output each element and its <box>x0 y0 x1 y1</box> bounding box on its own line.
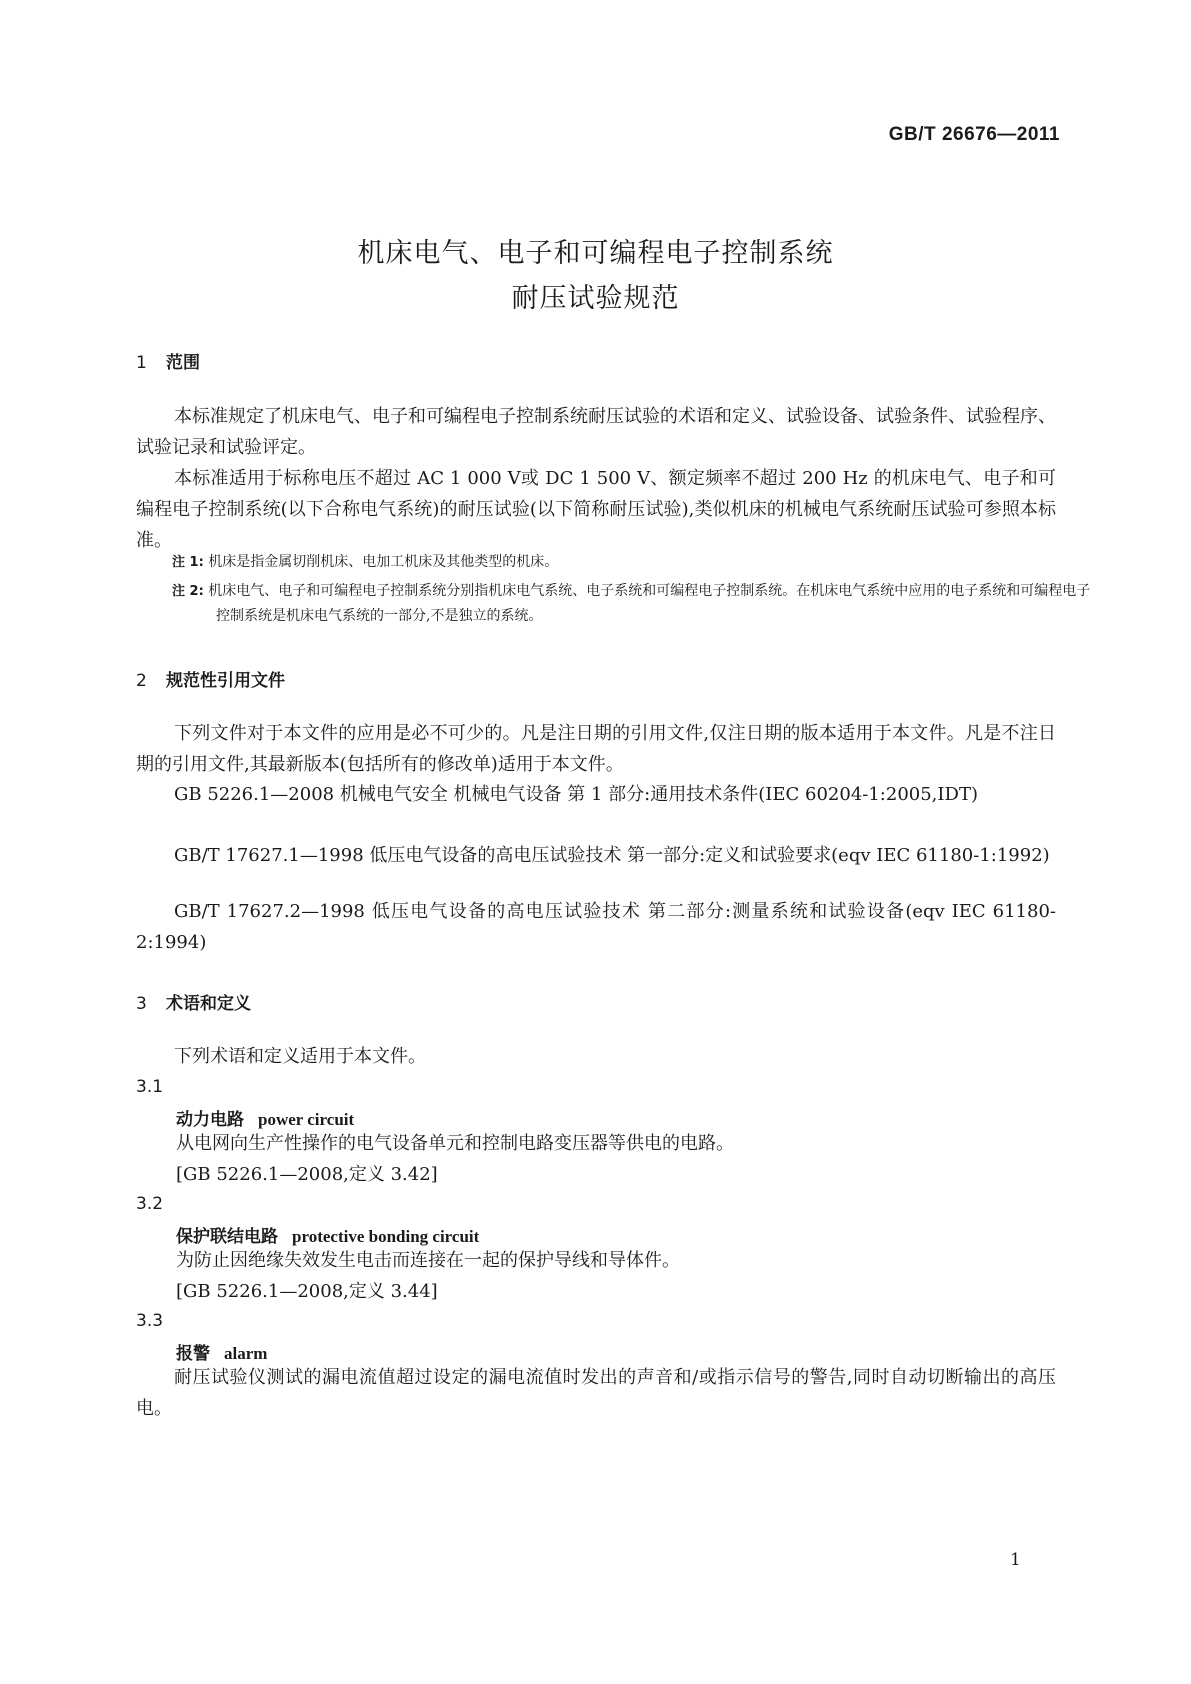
reference-2: GB/T 17627.1—1998 低压电气设备的高电压试验技术 第一部分:定义和试验要求(eqv IEC 61180-1:1992) <box>174 845 1050 866</box>
term-definition: 从电网向生产性操作的电气设备单元和控制电路变压器等供电的电路。 <box>176 1133 734 1154</box>
term-chinese: 报警 <box>176 1344 210 1364</box>
term-chinese: 保护联结电路 <box>176 1227 278 1247</box>
note-2 <box>172 579 1100 629</box>
section-2-paragraph-1: 下列文件对于本文件的应用是必不可少的。凡是注日期的引用文件,仅注日期的版本适用于本文件。凡是不注日期的引用文件,其最新版本(包括所有的修改单)适用于本文件。 <box>136 723 1056 775</box>
term-title <box>176 1222 479 1247</box>
term-english: power circuit <box>258 1110 355 1129</box>
section-3-heading <box>136 989 251 1014</box>
note-1 <box>172 550 1100 575</box>
term-source: [GB 5226.1—2008,定义 3.42] <box>176 1164 438 1185</box>
section-title: 术语和定义 <box>166 994 251 1014</box>
document-title-line-2: 耐压试验规范 <box>511 283 680 314</box>
reference-1: GB 5226.1—2008 机械电气安全 机械电气设备 第 1 部分:通用技术条件(IEC 60204-1:2005,IDT) <box>174 784 978 805</box>
document-title-line-1: 机床电气、电子和可编程电子控制系统 <box>357 238 834 269</box>
section-3-paragraph-1: 下列术语和定义适用于本文件。 <box>174 1046 426 1067</box>
section-number: 1 <box>136 353 147 373</box>
page-number: 1 <box>1010 1550 1021 1570</box>
term-title <box>176 1339 267 1364</box>
section-1-paragraph-2: 本标准适用于标称电压不超过 AC 1 000 V或 DC 1 500 V、额定频率不超过 200 Hz 的机床电气、电子和可编程电子控制系统(以下合称电气系统)的耐压试验(以下简称耐压试验),类似机床的机械电气系统耐压试验可参照本标准。 <box>136 468 1056 551</box>
clause-number: 3.1 <box>136 1077 164 1097</box>
section-1-heading <box>136 348 200 373</box>
term-definition: 耐压试验仪测试的漏电流值超过设定的漏电流值时发出的声音和/或指示信号的警告,同时自动切断输出的高压电。 <box>136 1367 1056 1419</box>
section-1-paragraph-1: 本标准规定了机床电气、电子和可编程电子控制系统耐压试验的术语和定义、试验设备、试验条件、试验程序、试验记录和试验评定。 <box>136 406 1056 458</box>
term-english: alarm <box>224 1344 268 1363</box>
note-text: 机床电气、电子和可编程电子控制系统分别指机床电气系统、电子系统和可编程电子控制系统。在机床电气系统中应用的电子系统和可编程电子控制系统是机床电气系统的一部分,不是独立的系统。 <box>208 583 1091 624</box>
term-source: [GB 5226.1—2008,定义 3.44] <box>176 1281 438 1302</box>
section-number: 3 <box>136 994 147 1014</box>
section-title: 规范性引用文件 <box>166 671 285 691</box>
reference-3: GB/T 17627.2—1998 低压电气设备的高电压试验技术 第二部分:测量系统和试验设备(eqv IEC 61180-2:1994) <box>136 901 1056 953</box>
section-title: 范围 <box>166 353 200 373</box>
note-label: 注 2: <box>172 584 204 599</box>
term-english: protective bonding circuit <box>292 1227 480 1246</box>
standard-number: GB/T 26676—2011 <box>888 124 1060 145</box>
section-number: 2 <box>136 671 147 691</box>
section-2-heading <box>136 666 285 691</box>
clause-number: 3.2 <box>136 1194 164 1214</box>
clause-number: 3.3 <box>136 1311 164 1331</box>
term-definition: 为防止因绝缘失效发生电击而连接在一起的保护导线和导体件。 <box>176 1250 680 1271</box>
term-title <box>176 1105 354 1130</box>
term-chinese: 动力电路 <box>176 1110 244 1130</box>
note-label: 注 1: <box>172 555 204 570</box>
note-text: 机床是指金属切削机床、电加工机床及其他类型的机床。 <box>208 554 559 570</box>
